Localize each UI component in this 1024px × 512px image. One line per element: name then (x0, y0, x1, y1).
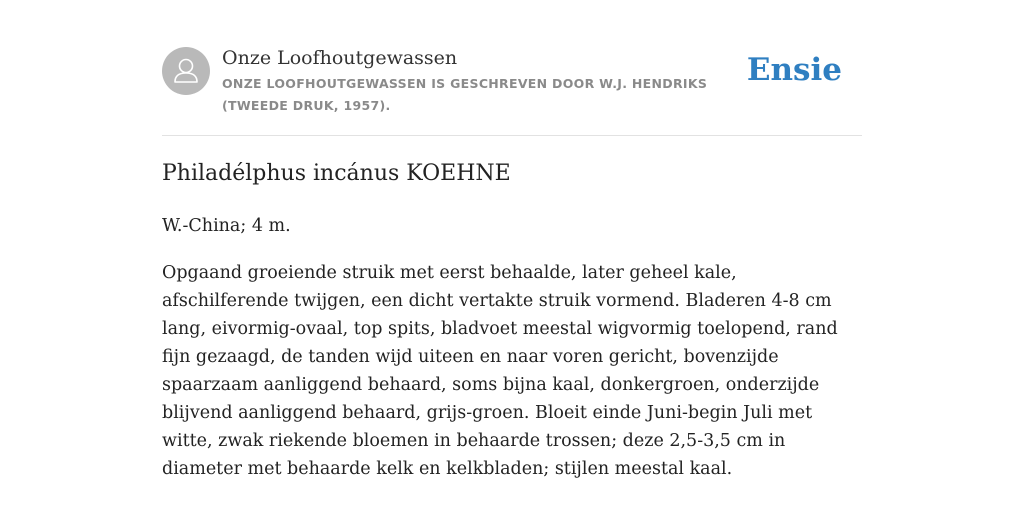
source-header (162, 46, 862, 116)
brand-logo[interactable]: Ensie (746, 52, 842, 88)
entry-body (162, 212, 862, 502)
user-silhouette-icon (162, 47, 210, 95)
source-description: ONZE LOOFHOUTGEWASSEN IS GESCHREVEN DOOR W.J. HENDRIKS (TWEEDE DRUK, 1957). (222, 76, 708, 113)
header-divider (162, 135, 862, 136)
entry-title: Philadélphus incánus KOEHNE (162, 161, 511, 186)
source-title[interactable]: Onze Loofhoutgewassen (222, 47, 458, 69)
source-avatar[interactable] (162, 47, 210, 95)
entry-paragraph-description: Opgaand groeiende struik met eerst behaalde, later geheel kale, afschilferende twijgen, een dicht vertakte struik vormend. Bladeren 4-8 cm lang, eivormig-ovaal, top spits, bladvoet meestal wigvormig toelopend, rand fijn gezaagd, de tanden wijd uiteen en naar voren gericht, bovenzijde spaarzaam aanliggend behaard, soms bijna kaal, donkergroen, onderzijde blijvend aanliggend behaard, grijs-groen. Bloeit einde Juni-begin Juli met witte, zwak riekende bloemen in behaarde trossen; deze 2,5-3,5 cm in diameter met behaarde kelk en kelkbladen; stijlen meestal kaal. (162, 263, 838, 479)
entry-paragraph-origin: W.-China; 4 m. (162, 216, 291, 236)
